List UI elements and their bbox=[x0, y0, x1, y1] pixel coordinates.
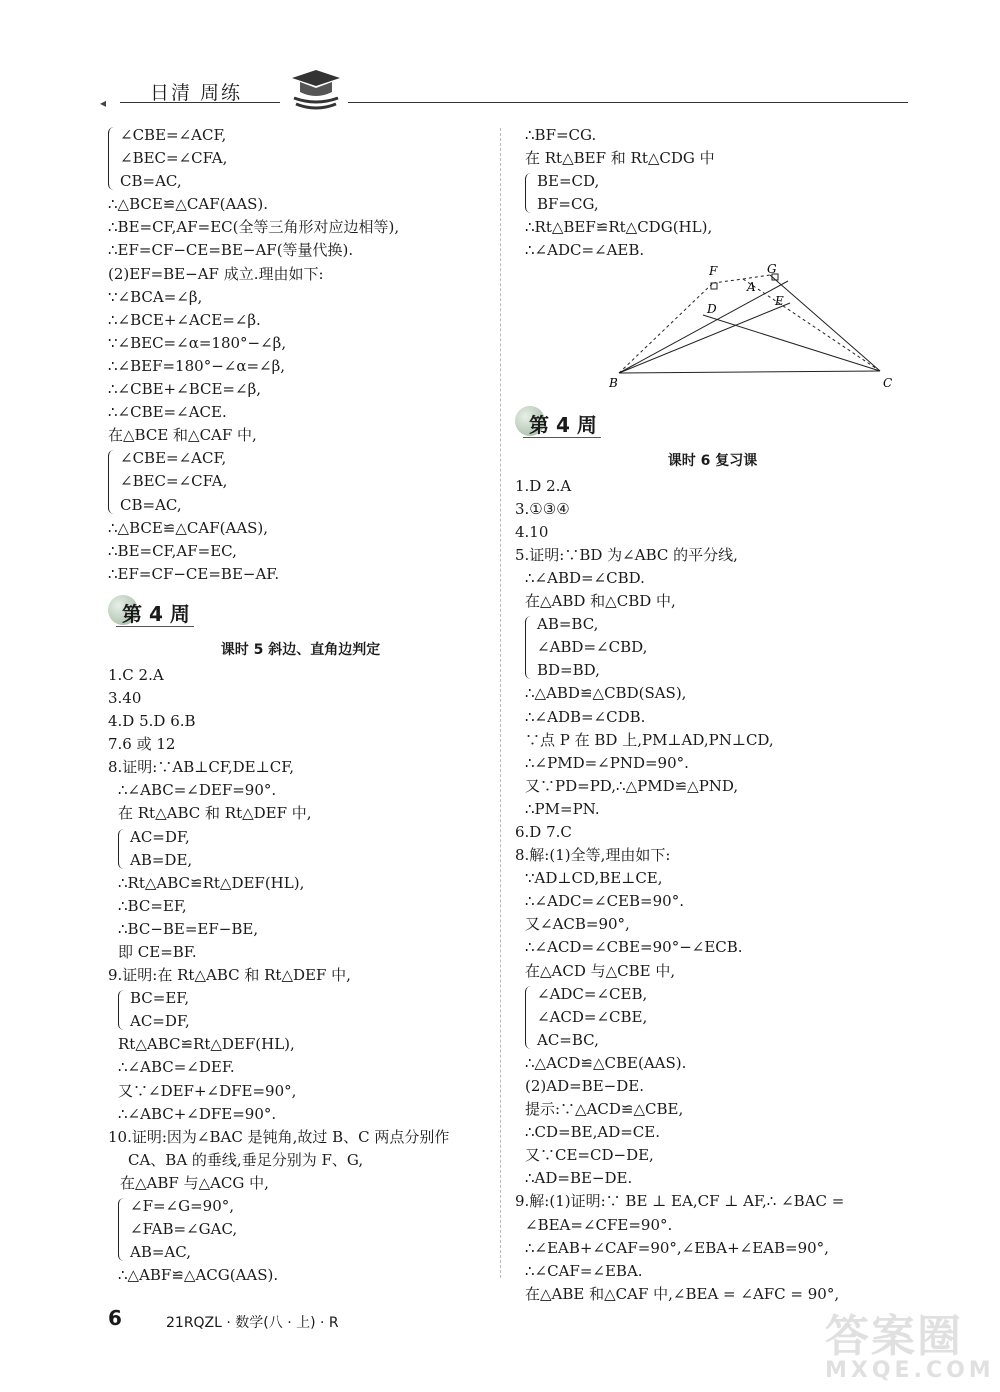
week-title: 第 4 周 bbox=[122, 601, 190, 626]
text-line: ∴∠CBE+∠BCE=∠β, bbox=[108, 380, 262, 399]
header-rule-right bbox=[348, 102, 908, 103]
text-line: 在 Rt△ABC 和 Rt△DEF 中, bbox=[118, 804, 312, 823]
text-line: ∠BEA=∠CFE=90°. bbox=[525, 1215, 673, 1234]
answer-line: 10.证明:因为∠BAC 是钝角,故过 B、C 两点分别作 bbox=[108, 1127, 450, 1146]
text-line: ∴∠ABD=∠CBD. bbox=[525, 568, 645, 587]
geometry-diagram bbox=[515, 263, 910, 397]
text-line: AB=AC, bbox=[130, 1243, 191, 1262]
text-line: ∴∠ACD=∠CBE=90°−∠ECB. bbox=[525, 938, 743, 957]
text-line: ∴△ABF≌△ACG(AAS). bbox=[118, 1266, 279, 1285]
watermark-url: MXQE.COM bbox=[825, 1358, 995, 1383]
text-line: ∠F=∠G=90°, bbox=[130, 1197, 235, 1216]
answer-line: 3.40 bbox=[108, 688, 142, 707]
text-line: 提示:∵△ACD≌△CBE, bbox=[525, 1100, 684, 1119]
header-arrow-icon: ◂ bbox=[100, 96, 107, 110]
text-line: ∠CBE=∠ACF, bbox=[120, 126, 227, 144]
page-number: 6 bbox=[108, 1306, 122, 1330]
text-line: ∴∠EAB+∠CAF=90°,∠EBA+∠EAB=90°, bbox=[525, 1238, 829, 1257]
text-line: 又∵∠DEF+∠DFE=90°, bbox=[118, 1081, 297, 1100]
answer-line: 5.证明:∵BD 为∠ABC 的平分线, bbox=[515, 545, 738, 564]
condition-brace bbox=[108, 447, 493, 516]
text-line: ∵AD⊥CD,BE⊥CE, bbox=[525, 869, 663, 888]
text-line: ∵点 P 在 BD 上,PM⊥AD,PN⊥CD, bbox=[525, 730, 774, 749]
condition-brace bbox=[525, 613, 910, 682]
text-line: BC=EF, bbox=[130, 989, 190, 1008]
text-line: ∴EF=CF−CE=BE−AF. bbox=[108, 564, 280, 583]
text-line: ∠BEC=∠CFA, bbox=[120, 149, 228, 168]
answer-line: 8.解:(1)全等,理由如下: bbox=[515, 846, 671, 865]
condition-brace bbox=[118, 1195, 493, 1264]
text-line: ∴EF=CF−CE=BE−AF(等量代换). bbox=[108, 241, 354, 260]
answer-line: 4.D 5.D 6.B bbox=[108, 712, 196, 731]
text-line: AC=BC, bbox=[537, 1030, 599, 1049]
text-line: ∴∠ABC=∠DEF. bbox=[118, 1058, 235, 1077]
column-divider bbox=[500, 128, 501, 1278]
text-line: ∴∠CBE=∠ACE. bbox=[108, 403, 227, 422]
label-E: E bbox=[775, 293, 784, 308]
text-line: 在△ACD 与△CBE 中, bbox=[525, 961, 676, 980]
text-line: CA、BA 的垂线,垂足分别为 F、G, bbox=[128, 1150, 364, 1169]
label-C: C bbox=[883, 375, 893, 390]
text-line: 在△BCE 和△CAF 中, bbox=[108, 426, 257, 445]
page-header bbox=[100, 70, 908, 110]
text-line: ∴△BCE≌△CAF(AAS). bbox=[108, 195, 269, 214]
text-line: ∴AD=BE−DE. bbox=[525, 1169, 633, 1188]
text-line: ∴∠CAF=∠EBA. bbox=[525, 1261, 643, 1280]
text-line: ∴∠ABC+∠DFE=90°. bbox=[118, 1104, 277, 1123]
label-F: F bbox=[709, 263, 718, 278]
text-line: ∴∠PMD=∠PND=90°. bbox=[525, 753, 689, 772]
text-line: (2)AD=BE−DE. bbox=[525, 1077, 644, 1095]
text-line: ∠BEC=∠CFA, bbox=[120, 472, 228, 491]
condition-brace bbox=[525, 983, 910, 1052]
text-line: ∴△ACD≌△CBE(AAS). bbox=[525, 1053, 687, 1072]
watermark-logo bbox=[825, 1300, 995, 1383]
label-A: A bbox=[747, 279, 756, 294]
label-B: B bbox=[609, 375, 618, 390]
text-line: AC=DF, bbox=[130, 1012, 190, 1031]
answer-line: 8.证明:∵AB⊥CF,DE⊥CF, bbox=[108, 758, 295, 777]
text-line: ∴△ABD≌△CBD(SAS), bbox=[525, 684, 687, 703]
text-line: AB=BC, bbox=[537, 615, 599, 634]
text-line: ∠ACD=∠CBE, bbox=[537, 1007, 648, 1026]
left-column bbox=[108, 124, 493, 1287]
graduation-cap-icon bbox=[286, 70, 346, 110]
text-line: ∴BF=CG. bbox=[525, 126, 597, 144]
text-line: ∴∠ADC=∠AEB. bbox=[525, 241, 645, 260]
label-D: D bbox=[707, 301, 717, 316]
text-line: ∵∠BCA=∠β, bbox=[108, 287, 203, 306]
triangle-figure bbox=[595, 263, 915, 397]
lesson-title: 课时 5 斜边、直角边判定 bbox=[220, 641, 381, 658]
week-title: 第 4 周 bbox=[529, 412, 597, 437]
text-line: ∴Rt△BEF≌Rt△CDG(HL), bbox=[525, 218, 713, 237]
answer-line: 1.C 2.A bbox=[108, 665, 164, 684]
text-line: 又∠ACB=90°, bbox=[525, 915, 630, 934]
text-line: ∠ADC=∠CEB, bbox=[537, 984, 648, 1003]
text-line: 又∵PD=PD,∴△PMD≌△PND, bbox=[525, 776, 739, 795]
condition-brace bbox=[108, 124, 493, 193]
text-line: 在△ABE 和△CAF 中,∠BEA = ∠AFC = 90°, bbox=[525, 1284, 840, 1303]
text-line: CB=AC, bbox=[120, 172, 182, 191]
text-line: CB=AC, bbox=[120, 495, 182, 514]
text-line: ∴∠BCE+∠ACE=∠β. bbox=[108, 310, 261, 329]
label-G: G bbox=[767, 262, 777, 276]
text-line: 又∵CE=CD−DE, bbox=[525, 1146, 654, 1165]
answer-line: 3.①③④ bbox=[515, 499, 570, 518]
text-line: ∴PM=PN. bbox=[525, 799, 600, 818]
text-line: AC=DF, bbox=[130, 827, 190, 846]
right-column bbox=[515, 124, 910, 1306]
week-heading bbox=[108, 592, 493, 630]
text-line: BD=BD, bbox=[537, 661, 600, 680]
answer-line: 7.6 或 12 bbox=[108, 735, 176, 754]
answer-line: 4.10 bbox=[515, 522, 549, 541]
answer-line: 9.证明:在 Rt△ABC 和 Rt△DEF 中, bbox=[108, 966, 351, 985]
text-line: ∴CD=BE,AD=CE. bbox=[525, 1123, 660, 1142]
text-line: ∴∠BEF=180°−∠α=∠β, bbox=[108, 356, 286, 375]
text-line: Rt△ABC≌Rt△DEF(HL), bbox=[118, 1035, 295, 1054]
text-line: ∴∠ADC=∠CEB=90°. bbox=[525, 892, 684, 911]
text-line: (2)EF=BE−AF 成立.理由如下: bbox=[108, 264, 324, 283]
text-line: AB=DE, bbox=[130, 850, 193, 869]
text-line: ∴△BCE≌△CAF(AAS), bbox=[108, 518, 269, 537]
text-line: 在△ABF 与△ACG 中, bbox=[120, 1173, 269, 1192]
answer-line: 6.D 7.C bbox=[515, 822, 572, 841]
text-line: ∠CBE=∠ACF, bbox=[120, 449, 227, 468]
text-line: 在△ABD 和△CBD 中, bbox=[525, 592, 676, 611]
answer-line: 9.解:(1)证明:∵ BE ⊥ EA,CF ⊥ AF,∴ ∠BAC = bbox=[515, 1192, 845, 1211]
condition-brace bbox=[118, 987, 493, 1033]
book-code: 21RQZL · 数学(八 · 上) · R bbox=[166, 1315, 339, 1331]
text-line: ∴BC−BE=EF−BE, bbox=[118, 919, 259, 938]
condition-brace bbox=[525, 170, 910, 216]
text-line: ∴Rt△ABC≌Rt△DEF(HL), bbox=[118, 873, 305, 892]
lesson-title: 课时 6 复习课 bbox=[667, 452, 758, 469]
text-line: ∠FAB=∠GAC, bbox=[130, 1220, 238, 1239]
text-line: ∠ABD=∠CBD, bbox=[537, 638, 648, 657]
text-line: ∴BE=CF,AF=EC(全等三角形对应边相等), bbox=[108, 218, 400, 237]
week-heading bbox=[515, 403, 910, 441]
condition-brace bbox=[118, 826, 493, 872]
header-title: 日清 周练 bbox=[150, 82, 243, 104]
text-line: 即 CE=BF. bbox=[118, 943, 197, 961]
answer-line: 1.D 2.A bbox=[515, 476, 572, 495]
text-line: 在 Rt△BEF 和 Rt△CDG 中 bbox=[525, 149, 715, 168]
text-line: ∴BC=EF, bbox=[118, 896, 187, 915]
text-line: ∴∠ADB=∠CDB. bbox=[525, 707, 646, 726]
text-line: BE=CD, bbox=[537, 172, 600, 191]
watermark-text: 答案圈 bbox=[825, 1311, 963, 1362]
text-line: ∵∠BEC=∠α=180°−∠β, bbox=[108, 333, 287, 352]
text-line: BF=CG, bbox=[537, 195, 599, 214]
text-line: ∴BE=CF,AF=EC, bbox=[108, 541, 237, 560]
text-line: ∴∠ABC=∠DEF=90°. bbox=[118, 781, 277, 800]
